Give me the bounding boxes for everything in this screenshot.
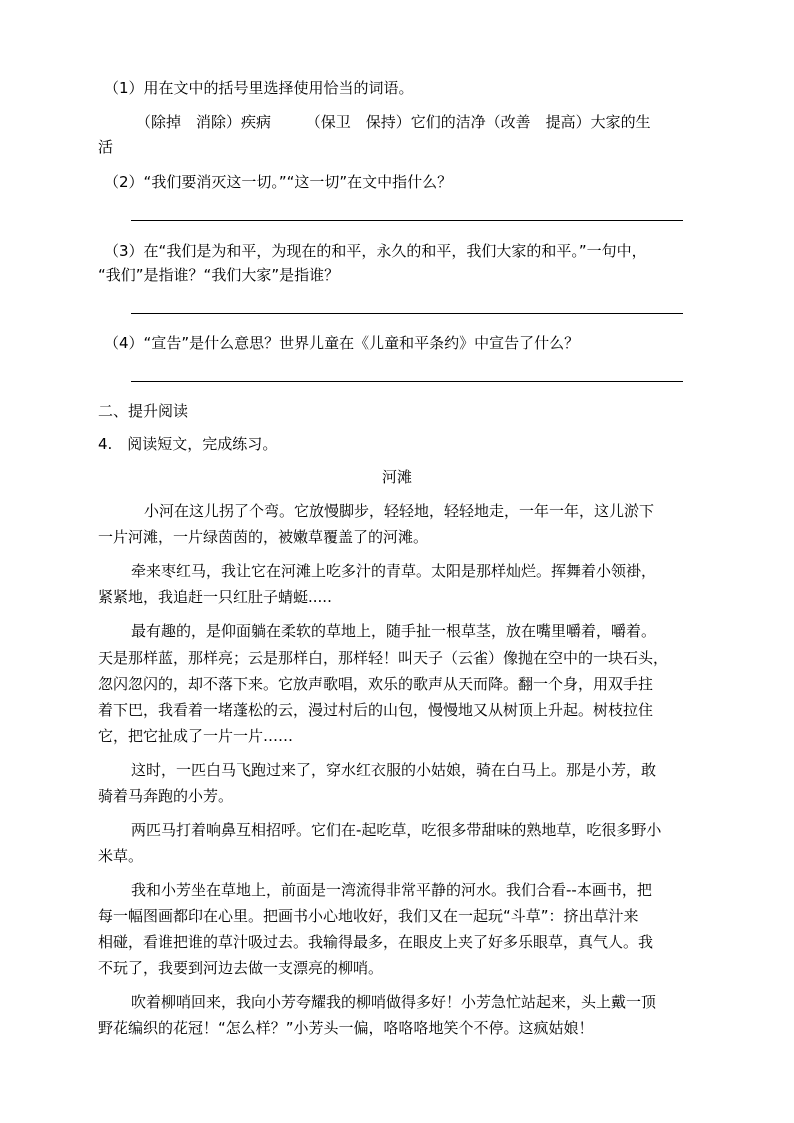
paragraph-2-line-2: 紧紧地，我追赶一只红肚子蜻蜓.....	[98, 588, 332, 606]
paragraph-3-line-2: 天是那样蓝，那样亮；云是那样白，那样轻！叫天子（云雀）像抛在空中的一块石头，	[98, 649, 669, 667]
passage-title: 河滩	[382, 468, 413, 486]
paragraph-6-line-4: 不玩了，我要到河边去做一支漂亮的柳哨。	[98, 959, 384, 977]
question-1-choice-tail: 活	[98, 138, 114, 156]
paragraph-1-line-1: 小河在这儿拐了个弯。它放慢脚步，轻轻地，轻轻地走，一年一年，这儿淤下	[144, 502, 655, 520]
question-4-prompt: （4）“宣告”是什么意思？世界儿童在《儿童和平条约》中宣告了什么？	[104, 334, 580, 352]
paragraph-2-line-1: 牵来枣红马，我让它在河滩上吃多汁的青草。太阳是那样灿烂。挥舞着小领褂，	[131, 562, 657, 580]
paragraph-4-line-2: 骑着马奔跑的小芳。	[98, 787, 234, 805]
question-2-prompt: （2）“我们要消灭这一切。”“这一切”在文中指什么？	[104, 173, 453, 191]
paragraph-4-line-1: 这时，一匹白马飞跑过来了，穿水红衣服的小姑娘，骑在白马上。那是小芳，敢	[131, 761, 657, 779]
paragraph-5-line-2: 米草。	[98, 847, 144, 865]
question-1-prompt: （1）用在文中的括号里选择使用恰当的词语。	[104, 79, 414, 97]
choice-c: （改善 提高）大家的生	[485, 113, 651, 131]
paragraph-3-line-1: 最有趣的，是仰面躺在柔软的草地上，随手扯一根草茎，放在嘴里嚼着，嚼着。	[131, 622, 657, 640]
choice-b: （保卫 保持）它们的洁净	[305, 113, 486, 131]
answer-line-3[interactable]	[131, 313, 683, 314]
choice-a: （除掉 消除）疾病	[136, 113, 272, 131]
paragraph-3-line-3: 忽闪忽闪的，却不落下来。它放声歌唱，欢乐的歌声从天而降。翻一个身，用双手拄	[98, 675, 654, 693]
exercise-item-4: 4. 阅读短文，完成练习。	[98, 435, 278, 453]
paragraph-5-line-1: 两匹马打着响鼻互相招呼。它们在-起吃草，吃很多带甜味的熟地草，吃很多野小	[131, 821, 662, 839]
paragraph-6-line-3: 相碰，看谁把谁的草汁吸过去。我输得最多，在眼皮上夹了好多乐眼草，真气人。我	[98, 933, 654, 951]
question-1-choices	[136, 112, 651, 132]
answer-line-4[interactable]	[131, 381, 683, 382]
paragraph-3-line-5: 它，把它扯成了一片一片……	[98, 727, 294, 745]
answer-line-2[interactable]	[131, 220, 683, 221]
paragraph-6-line-1: 我和小芳坐在草地上，前面是一湾流得非常平静的河水。我们合看--本画书，把	[131, 881, 652, 899]
paragraph-6-line-2: 每一幅图画都印在心里。把画书小心地收好，我们又在一起玩“斗草”：挤出草汁来	[98, 907, 639, 925]
paragraph-7-line-1: 吹着柳哨回来，我向小芳夸耀我的柳哨做得多好！小芳急忙站起来，头上戴一顶	[131, 993, 657, 1011]
section-heading: 二、提升阅读	[98, 402, 189, 420]
paragraph-1-line-2: 一片河滩，一片绿茵茵的，被嫩草覆盖了的河滩。	[98, 528, 429, 546]
question-3-line-1: （3）在“我们是为和平，为现在的和平，永久的和平，我们大家的和平。”一句中，	[104, 242, 647, 260]
paragraph-3-line-4: 着下巴，我看着一堵蓬松的云，漫过村后的山包，慢慢地又从树顶上升起。树枝拉住	[98, 701, 654, 719]
paragraph-7-line-2: 野花编织的花冠！“怎么样？”小芳头一偏，咯咯咯地笑个不停。这疯姑娘！	[98, 1019, 594, 1037]
question-3-line-2: “我们”是指谁？“我们大家”是指谁？	[98, 266, 340, 284]
